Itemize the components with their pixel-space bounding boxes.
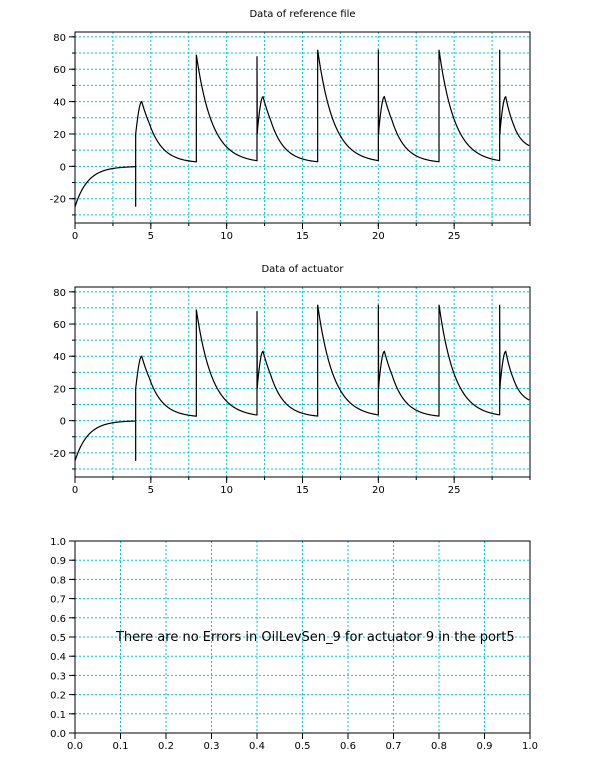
x-tick-label: 0.0 (67, 741, 83, 752)
x-tick-label: 10 (220, 485, 234, 496)
x-tick-label: 15 (296, 485, 309, 496)
x-tick-label: 0.9 (476, 741, 493, 752)
x-tick-label: 0.7 (385, 741, 402, 752)
y-tick-label: 0.4 (50, 652, 66, 664)
y-tick-label: 0.9 (50, 556, 66, 568)
y-tick-label: 0.5 (50, 633, 66, 644)
x-tick-label: 0.1 (112, 741, 129, 752)
y-tick-label: -20 (49, 448, 66, 460)
x-tick-label: 0.5 (294, 741, 311, 752)
y-tick-label: 40 (53, 97, 66, 109)
y-tick-label: 0.1 (50, 709, 66, 721)
x-tick-label: 0.4 (249, 741, 265, 752)
plot-actuator (50, 264, 530, 496)
ticks (50, 288, 530, 496)
y-tick-label: 20 (53, 129, 66, 141)
y-tick-label: 0.0 (50, 729, 66, 740)
y-tick-label: 0 (59, 416, 66, 428)
x-tick-label: 20 (371, 231, 385, 242)
x-tick-label: 0.6 (340, 741, 356, 752)
y-tick-label: 0 (59, 162, 66, 174)
y-tick-label: 60 (53, 320, 66, 332)
x-tick-label: 25 (447, 485, 461, 496)
x-tick-label: 0 (71, 485, 79, 496)
x-tick-label: 15 (296, 231, 309, 242)
y-tick-label: 80 (53, 32, 66, 44)
y-tick-label: 0.7 (50, 594, 66, 606)
grid (75, 287, 530, 477)
plot-reference-file (50, 9, 530, 242)
x-tick-label: 20 (371, 485, 385, 496)
y-tick-label: 40 (53, 352, 66, 364)
x-tick-label: 0.3 (203, 741, 220, 752)
plot-error-message (50, 537, 538, 752)
x-tick-label: 25 (447, 231, 461, 242)
y-tick-label: 0.8 (50, 575, 66, 587)
x-tick-label: 0.2 (158, 741, 174, 752)
x-tick-label: 0.8 (431, 741, 447, 752)
y-tick-label: 20 (53, 384, 66, 396)
x-tick-label: 10 (220, 231, 234, 242)
plot-title: Data of reference file (249, 9, 356, 20)
y-tick-label: 80 (53, 287, 66, 299)
x-tick-label: 5 (147, 231, 155, 242)
grid (75, 32, 530, 223)
y-tick-label: 1.0 (50, 537, 66, 548)
y-tick-label: 0.3 (50, 671, 66, 683)
y-tick-label: -20 (49, 194, 66, 206)
y-tick-label: 60 (53, 65, 66, 77)
no-errors-message: There are no Errors in OilLevSen_9 for actuator 9 in the port5 (115, 630, 515, 645)
x-tick-label: 0 (71, 231, 79, 242)
y-tick-label: 0.2 (50, 690, 66, 702)
y-tick-label: 0.6 (50, 613, 66, 625)
ticks (50, 33, 530, 242)
plot-title: Data of actuator (261, 264, 344, 275)
x-tick-label: 1.0 (522, 741, 538, 752)
x-tick-label: 5 (147, 485, 155, 496)
